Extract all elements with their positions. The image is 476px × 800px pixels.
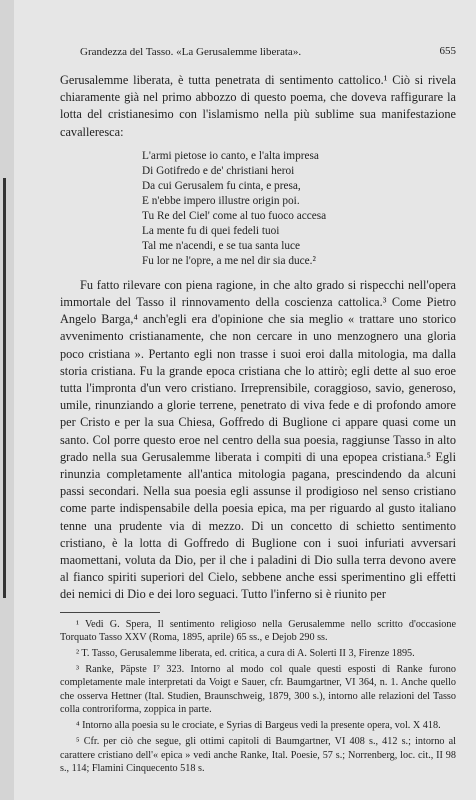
book-page [14, 0, 476, 800]
footnote-2: ² T. Tasso, Gerusalemme liberata, ed. critica, a cura di A. Solerti II 3, Firenze 1895. [76, 648, 415, 660]
paragraph-2: Fu fatto rilevare con piena ragione, in che alto grado si rispecchi nell'opera immortale del Tasso il rinnovamento della coscienza cattolica.³ Come Pietro Angelo Barga,⁴ anch'egli era d'opinione che sia meglio « trattare uno storico avvenimento cristianamente, che non cercare in uno menzognero una gloria poco cristiana ». Pertanto egli non trasse i suoi eroi dalla mitologia, ma dalla storia cristiana. Fu la grande epoca cristiana che lo attirò; egli dette al suo eroe tutta l'impronta d'un vero cristiano. Irreprensibile, coraggioso, savio, generoso, umile, rinunziando a glorie terrene, penetrato di viva fede e di profondo amore per Cristo e per la sua Chiesa, Goffredo di Buglione ci appare quasi come un santo. Col porre questo eroe nel centro della sua poesia, raggiunse Tasso in alto grado nella sua Gerusalemme liberata i compiti di una epopea cristiana.⁵ Egli rinunzia completamente all'antica mitologia pagana, prescindendo da alcuni passi secondari. Nella sua poesia egli assunse il prodigioso nel senso cristiano come parte indispensabile della poesia epica, ma per riguardo al gusto italiano tenne una prudente via di mezzo. Di un concetto di schietto sentimento cristiano, è la lotta di Goffredo di Buglione con i suoi infuriati avversari maomettani, voluta da Dio, per il che i paladini di Dio sulla terra devono avere al fianco spiriti superiori del Cielo, sebbene anche essi sperimentino gli effetti dei nemici di Dio e dei loro seguaci. Tutto l'inferno si è riunito per [60, 277, 456, 602]
verse-line: L'armi pietose io canto, e l'alta impresa [142, 149, 319, 162]
verse-line: E n'ebbe impero illustre origin poi. [142, 194, 300, 207]
verse-line: Di Gotifredo e de' christiani heroi [142, 164, 295, 177]
binding-shadow [3, 178, 6, 598]
verse-quote [142, 149, 456, 269]
main-text [60, 72, 456, 604]
page-content [60, 44, 456, 775]
verse-line: Tal me n'acendi, e se tua santa luce [142, 239, 301, 252]
footnote-5: ⁵ Cfr. per ciò che segue, gli ottimi capitoli di Baumgartner, VI 408 s., 412 s.; intorno al carattere cristiano dell'« epica » vedi anche Ranke, Ital. Poesie, 57 s.; Norrenberg, loc. cit., II 98 s., 114; Flamini Cinquecento 518 s. [60, 736, 456, 774]
footnote-4: ⁴ Intorno alla poesia su le crociate, e Syrias di Bargeus vedi la presente opera, vol. X 418. [76, 720, 441, 732]
verse-line: Fu lor ne l'opre, a me nel dir sia duce.² [142, 254, 316, 267]
footnotes [60, 618, 456, 775]
footnote-1: ¹ Vedi G. Spera, Il sentimento religioso nella Gerusalemme nello scritto d'occasione Torquato Tasso XXV (Roma, 1895, aprile) 65 ss., e Dejob 290 ss. [60, 618, 456, 643]
page-number: 655 [439, 45, 456, 57]
footnote-3: ³ Ranke, Päpste I⁷ 323. Intorno al modo col quale questi esposti di Ranke furono completamente male interpretati da Voigt e Sauer, cfr. Baumgartner, VI 364, n. 1. Anche quello che osserva Hettner (Ital. Studien, Braunschweig, 1879, 300 s.), intorno alle relazioni del Tasso colla controriforma, zoppica in parte. [60, 664, 456, 715]
verse-line: Tu Re del Ciel' come al tuo fuoco accesa [142, 209, 327, 222]
verse-line: La mente fu di quei fedeli tuoi [142, 224, 280, 237]
footnote-divider [60, 612, 160, 613]
paragraph-1: Gerusalemme liberata, è tutta penetrata di sentimento cattolico.¹ Ciò si rivela chiaramente già nel primo abbozzo di questo poema, che doveva raffigurare la lotta del cristianesimo con l'islamismo nella più sublime sua manifestazione cavalleresca: [60, 73, 456, 139]
running-header [60, 44, 456, 64]
running-title: Grandezza del Tasso. «La Gerusalemme liberata». [80, 46, 302, 58]
verse-line: Da cui Gerusalem fu cinta, e presa, [142, 179, 301, 192]
binding-edge [0, 0, 14, 800]
